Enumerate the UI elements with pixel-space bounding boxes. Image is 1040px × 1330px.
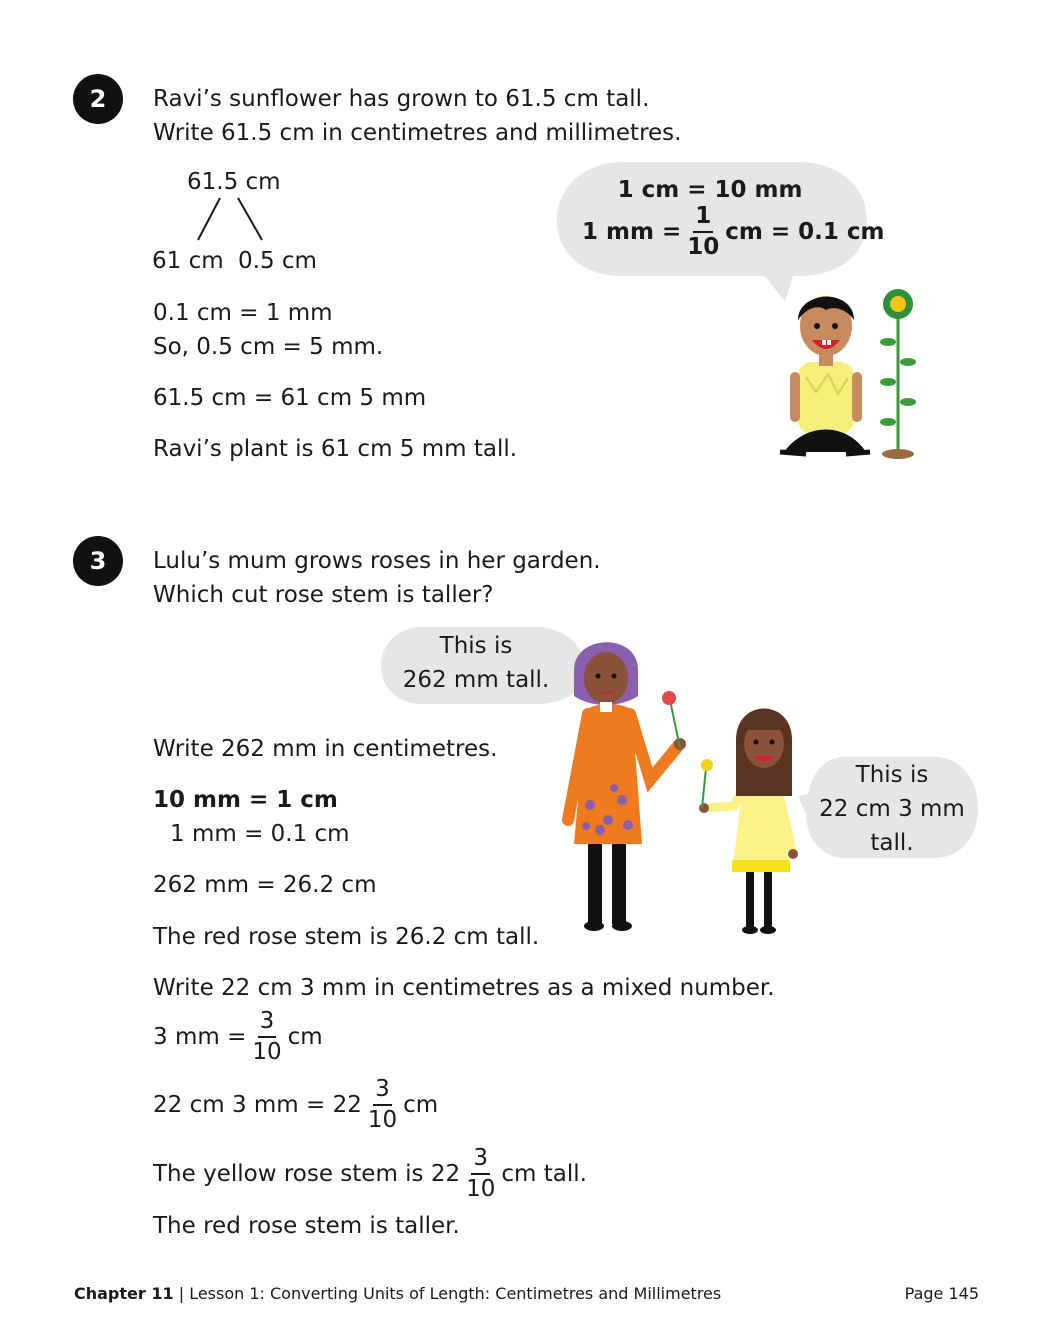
lulu-bubble-line-2: 22 cm 3 mm <box>819 796 965 822</box>
ravi-bubble-pre: 1 mm = <box>582 219 682 245</box>
footer-page-number: Page 145 <box>904 1284 979 1303</box>
yellow-line-post: cm tall. <box>501 1161 587 1187</box>
q3-fraction-line <box>153 1010 323 1064</box>
footer-lesson <box>74 1283 721 1305</box>
q2-step-1: 0.1 cm = 1 mm <box>153 300 333 326</box>
fraction-denominator: 10 <box>687 234 720 260</box>
q3-mixed-line <box>153 1078 438 1132</box>
fraction-denominator: 10 <box>466 1176 496 1202</box>
ravi-bubble-line-2 <box>582 205 885 259</box>
lulu-bubble-line-1: This is <box>855 762 929 788</box>
q3-fact-2: 1 mm = 0.1 cm <box>170 821 350 847</box>
yellow-line-pre: The yellow rose stem is 22 <box>153 1161 461 1187</box>
footer-chapter: Chapter 11 <box>74 1284 174 1303</box>
tree-left-value: 61 cm <box>152 248 224 274</box>
q2-prompt-line-1: Ravi’s sunflower has grown to 61.5 cm tall. <box>153 86 650 112</box>
fraction-denominator: 10 <box>367 1107 398 1133</box>
q2-answer: Ravi’s plant is 61 cm 5 mm tall. <box>153 436 518 462</box>
lulu-bubble-line-3: tall. <box>870 830 914 856</box>
fraction-denominator: 10 <box>252 1039 282 1065</box>
tree-top-value: 61.5 cm <box>187 169 281 195</box>
mixed-fraction <box>366 1078 399 1132</box>
ravi-bubble-line-1: 1 cm = 10 mm <box>617 177 803 203</box>
mum-bubble-line-2: 262 mm tall. <box>402 667 550 693</box>
q3-write-mm: Write 262 mm in centimetres. <box>153 736 498 762</box>
q3-prompt-line-2: Which cut rose stem is taller? <box>153 582 494 608</box>
mum-bubble-line-1: This is <box>439 633 513 659</box>
yellow-fraction <box>464 1147 497 1201</box>
fraction-numerator: 3 <box>258 1010 277 1038</box>
partition-tree-lines <box>190 196 270 244</box>
q2-step-3: 61.5 cm = 61 cm 5 mm <box>153 385 427 411</box>
footer-lesson-title: Lesson 1: Converting Units of Length: Centimetres and Millimetres <box>189 1284 722 1303</box>
q2-prompt-line-2: Write 61.5 cm in centimetres and millimetres. <box>153 120 682 146</box>
fraction-line-post: cm <box>287 1024 323 1050</box>
fraction-numerator: 3 <box>373 1078 392 1106</box>
question-number-2: 2 <box>73 74 123 124</box>
q2-step-2: So, 0.5 cm = 5 mm. <box>153 334 384 360</box>
q3-write-mixed: Write 22 cm 3 mm in centimetres as a mixed number. <box>153 975 775 1001</box>
footer-separator: | <box>178 1284 185 1303</box>
ravi-illustration <box>776 282 921 462</box>
ravi-bubble-fraction <box>685 205 721 259</box>
mixed-line-post: cm <box>403 1092 439 1118</box>
lulu-illustration <box>692 700 802 936</box>
mum-illustration <box>560 630 690 936</box>
fraction-3-10 <box>250 1010 283 1064</box>
q3-fact-1: 10 mm = 1 cm <box>153 787 338 813</box>
q3-conclusion: The red rose stem is taller. <box>153 1213 460 1239</box>
question-number-3: 3 <box>73 536 123 586</box>
fraction-line-pre: 3 mm = <box>153 1024 247 1050</box>
q3-red-answer: The red rose stem is 26.2 cm tall. <box>153 924 540 950</box>
ravi-bubble-post: cm = 0.1 cm <box>725 219 885 245</box>
mixed-line-pre: 22 cm 3 mm = 22 <box>153 1092 362 1118</box>
fraction-numerator: 1 <box>693 205 713 233</box>
q3-prompt-line-1: Lulu’s mum grows roses in her garden. <box>153 548 601 574</box>
q3-convert: 262 mm = 26.2 cm <box>153 872 377 898</box>
q3-yellow-line <box>153 1147 587 1201</box>
fraction-numerator: 3 <box>471 1147 490 1175</box>
tree-right-value: 0.5 cm <box>238 248 317 274</box>
